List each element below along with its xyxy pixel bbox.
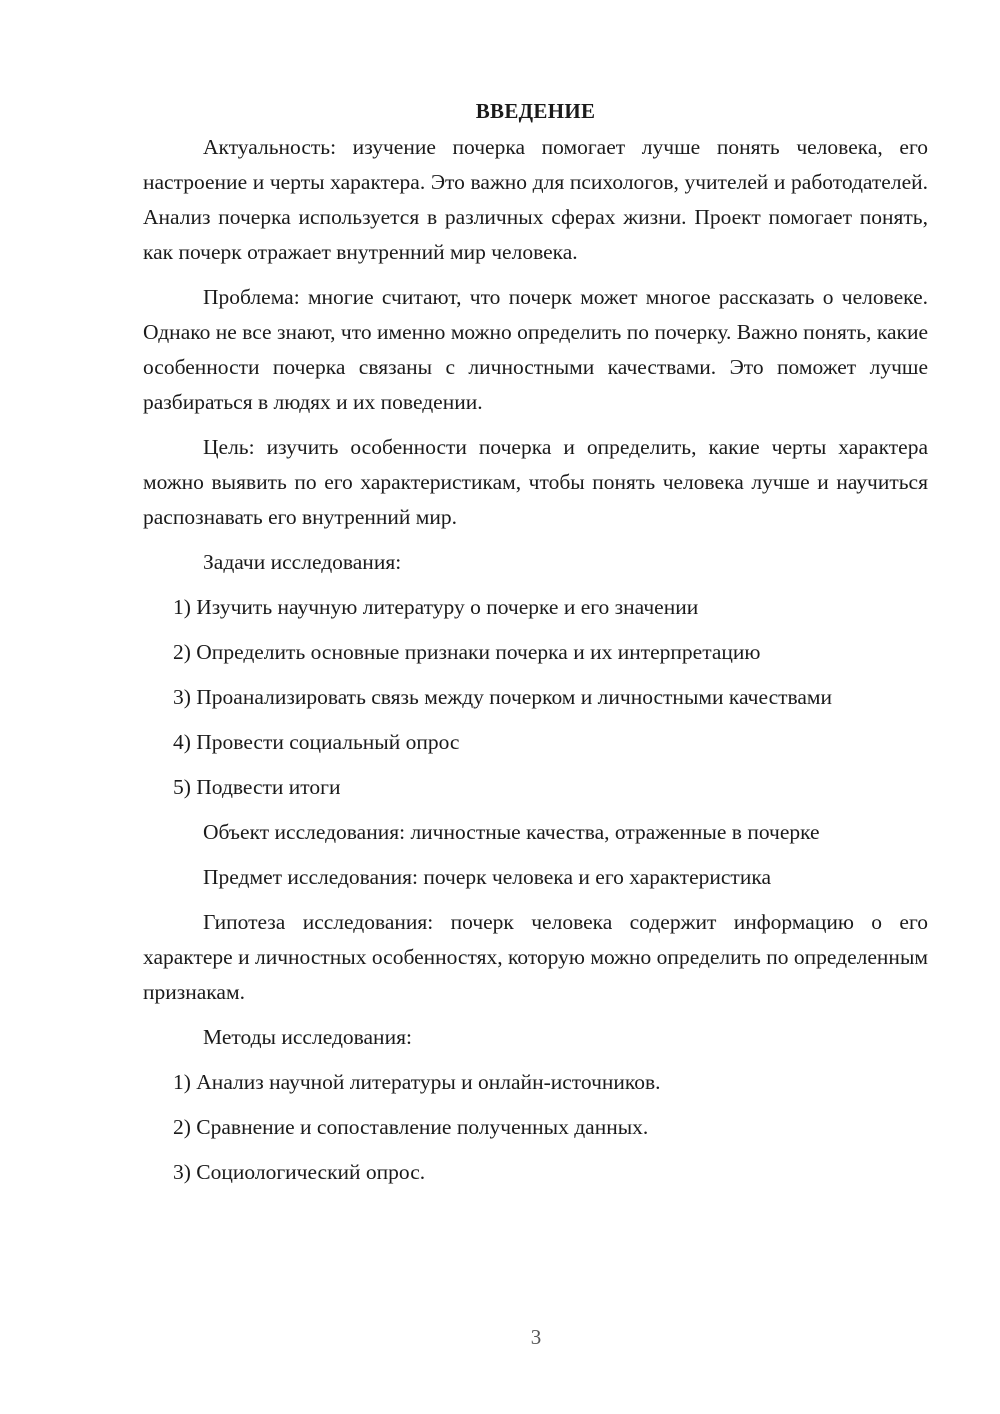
page-title: ВВЕДЕНИЕ [475, 99, 596, 123]
page-number: 3 [530, 1325, 542, 1349]
task-item-1: 1) Изучить научную литературу о почерке и его значении [173, 595, 699, 619]
method-item-3: 3) Социологический опрос. [173, 1160, 426, 1184]
problem-paragraph: Проблема: многие считают, что почерк может многое рассказать о человеке. Однако не все знают, что именно можно определить по почерку. Важно понять, какие особенности почерка связаны с личностными качествами. Это поможет лучше разбираться в людях и их поведении. [143, 285, 928, 414]
task-item-4: 4) Провести социальный опрос [173, 730, 460, 754]
task-item-2: 2) Определить основные признаки почерка и их интерпретацию [173, 640, 761, 664]
tasks-heading: Задачи исследования: [203, 550, 402, 574]
document-page [143, 92, 928, 1200]
hypothesis-paragraph: Гипотеза исследования: почерк человека содержит информацию о его характере и личностных особенностях, которую можно определить по определенным признакам. [143, 910, 928, 1004]
task-item-3: 3) Проанализировать связь между почерком и личностными качествами [173, 685, 833, 709]
object-line: Объект исследования: личностные качества, отраженные в почерке [203, 820, 820, 844]
goal-paragraph: Цель: изучить особенности почерка и определить, какие черты характера можно выявить по его характеристикам, чтобы понять человека лучше и научиться распознавать его внутренний мир. [143, 435, 928, 529]
task-item-5: 5) Подвести итоги [173, 775, 341, 799]
methods-heading: Методы исследования: [203, 1025, 412, 1049]
relevance-paragraph: Актуальность: изучение почерка помогает лучше понять человека, его настроение и черты характера. Это важно для психологов, учителей и работодателей. Анализ почерка используется в различных сферах жизни. Проект помогает понять, как почерк отражает внутренний мир человека. [143, 135, 928, 264]
method-item-1: 1) Анализ научной литературы и онлайн-источников. [173, 1070, 661, 1094]
subject-line: Предмет исследования: почерк человека и его характеристика [203, 865, 771, 889]
method-item-2: 2) Сравнение и сопоставление полученных данных. [173, 1115, 649, 1139]
